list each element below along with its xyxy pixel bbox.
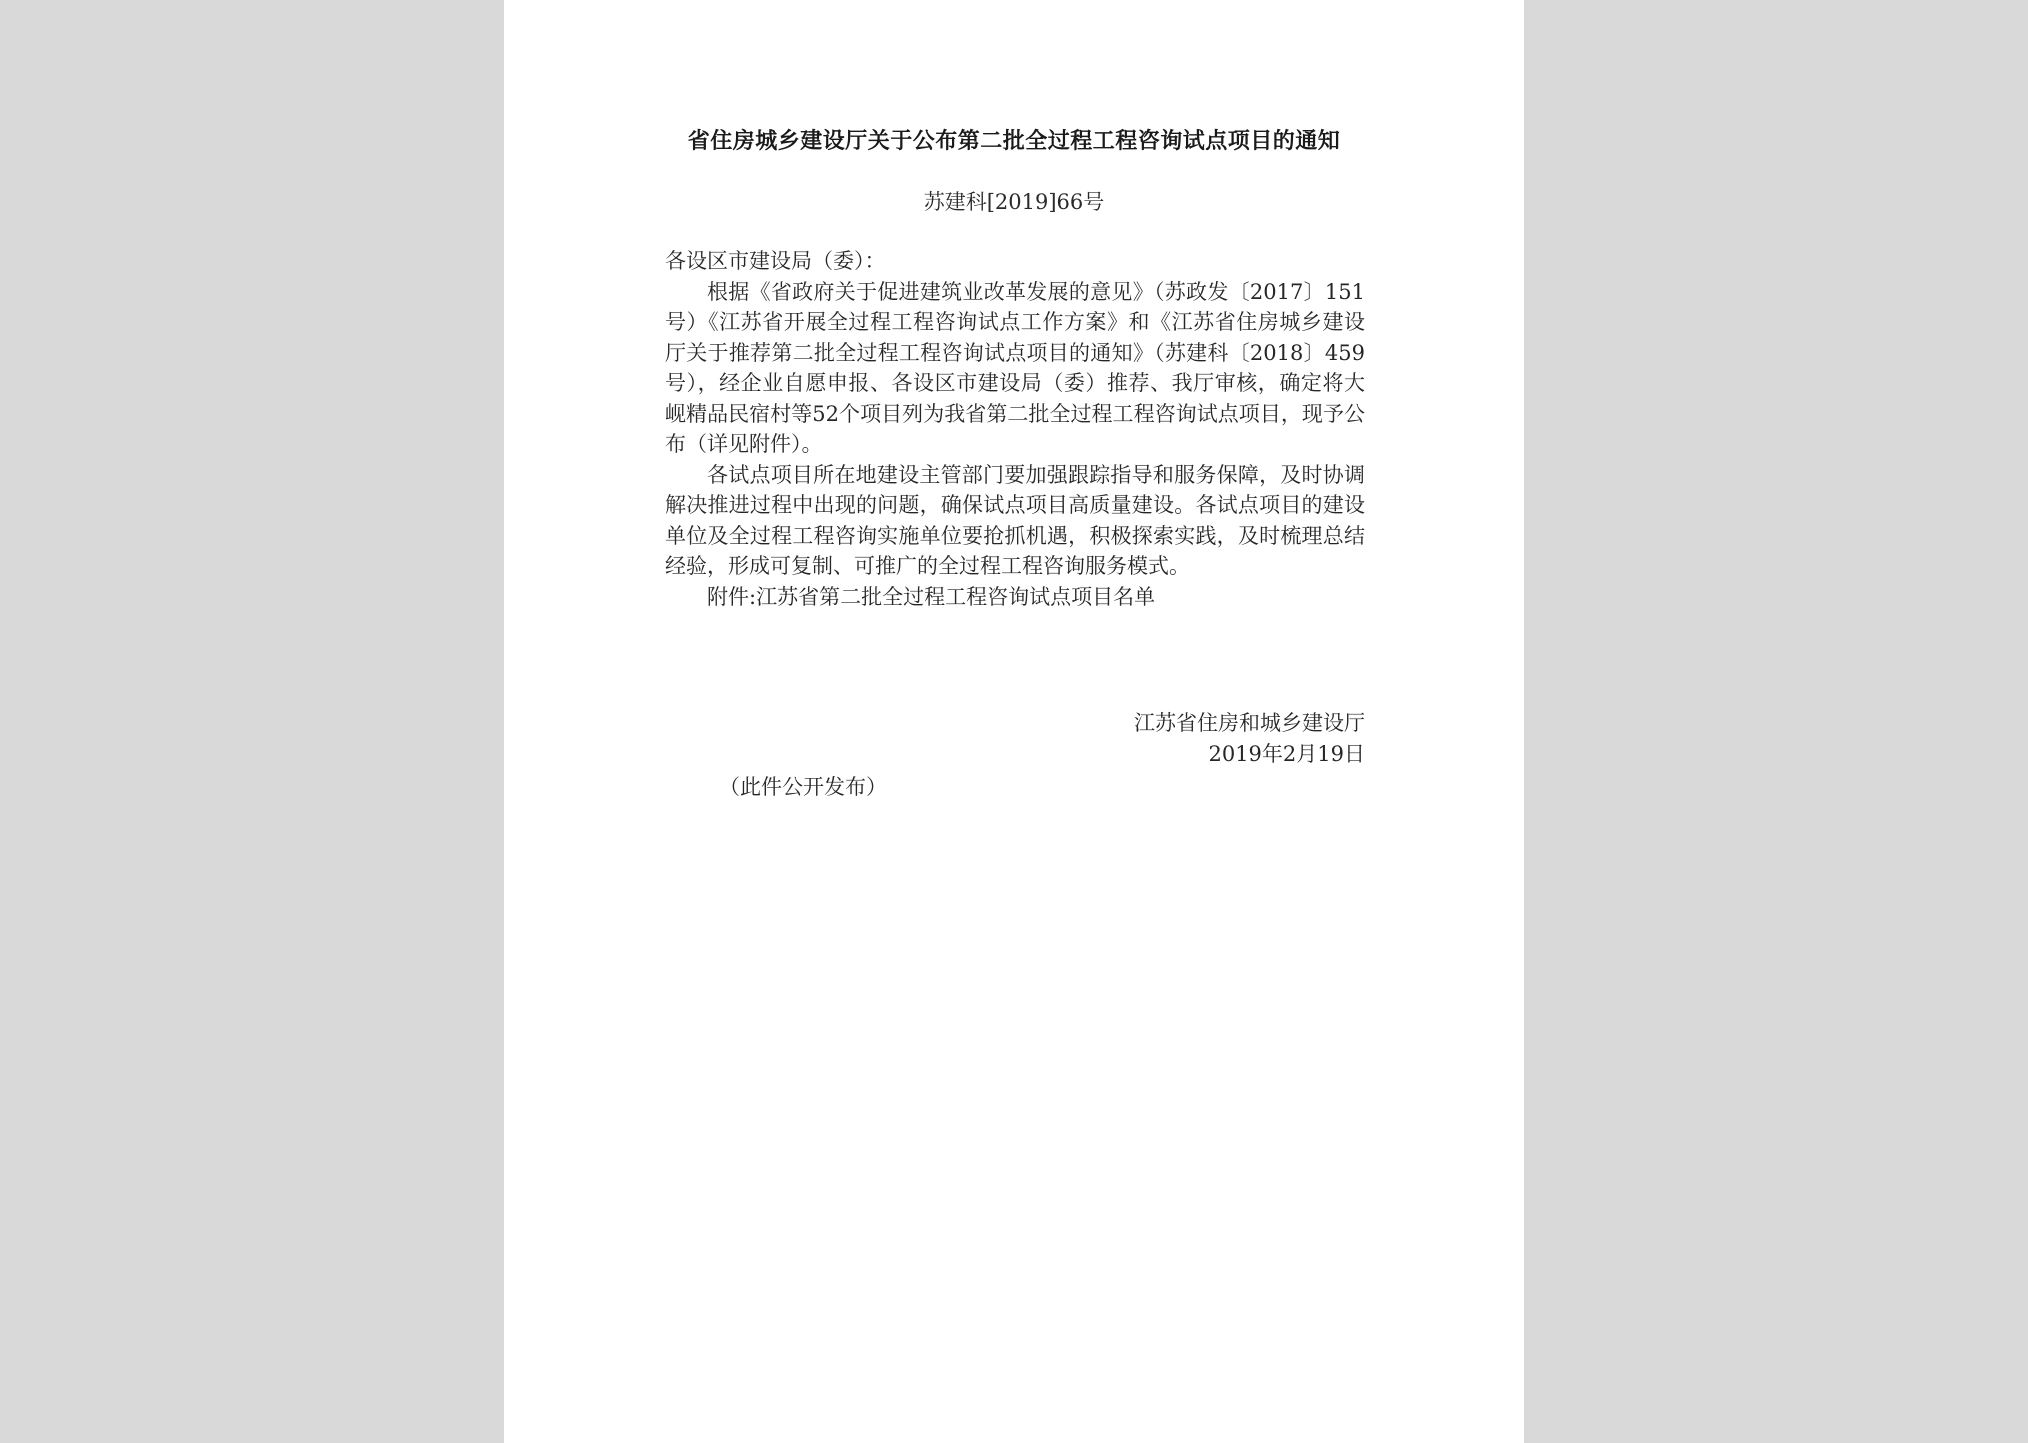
document-number: 苏建科[2019]66号 — [923, 190, 1105, 214]
paragraph-requirements: 各试点项目所在地建设主管部门要加强跟踪指导和服务保障，及时协调解决推进过程中出现的问题，确保试点项目高质量建设。各试点项目的建设单位及全过程工程咨询实施单位要抢抓机遇，积极探索实践，及时梳理总结经验，形成可复制、可推广的全过程工程咨询服务模式。 — [665, 462, 1365, 578]
document-title: 省住房城乡建设厅关于公布第二批全过程工程咨询试点项目的通知 — [687, 128, 1341, 154]
issue-date: 2019年2月19日 — [1208, 742, 1365, 766]
document-page — [504, 0, 1524, 1443]
paragraph-basis: 根据《省政府关于促进建筑业改革发展的意见》（苏政发〔2017〕151号）《江苏省开展全过程工程咨询试点工作方案》和《江苏省住房城乡建设厅关于推荐第二批全过程工程咨询试点项目的通知》（苏建科〔2018〕459号），经企业自愿申报、各设区市建设局（委）推荐、我厅审核，确定将大岘精品民宿村等52个项目列为我省第二批全过程工程咨询试点项目，现予公布（详见附件）。 — [665, 279, 1365, 456]
document-body — [665, 246, 1365, 612]
signature-block — [665, 708, 1365, 770]
issuer-name: 江苏省住房和城乡建设厅 — [1134, 711, 1365, 735]
public-release-note: （此件公开发布） — [719, 775, 887, 799]
salutation: 各设区市建设局（委）： — [665, 249, 886, 273]
attachment-line: 附件:江苏省第二批全过程工程咨询试点项目名单 — [707, 584, 1156, 609]
